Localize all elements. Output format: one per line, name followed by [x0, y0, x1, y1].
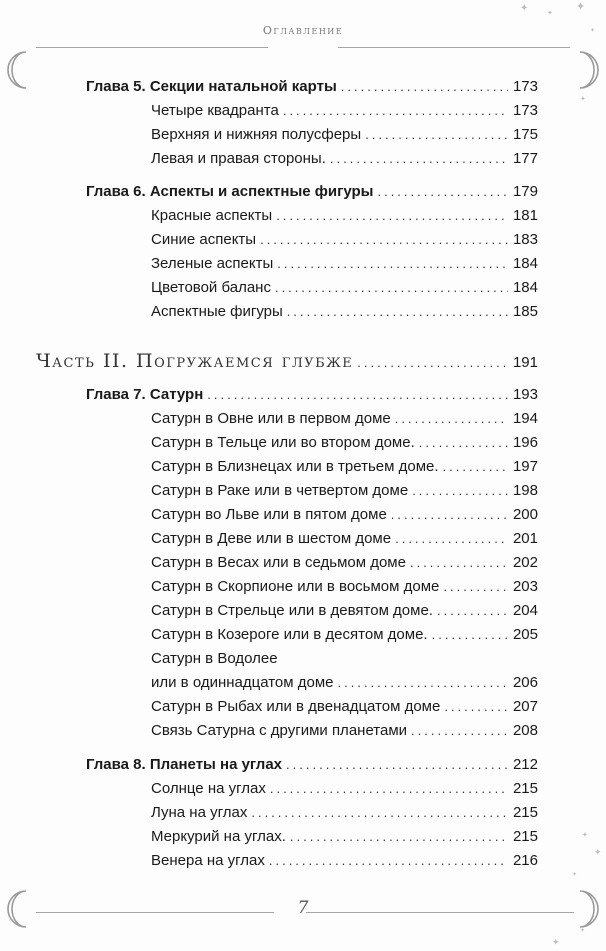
toc-entry[interactable]	[151, 602, 538, 619]
dot-leader	[357, 355, 508, 370]
dot-leader	[270, 781, 508, 796]
toc-entry[interactable]	[151, 207, 538, 224]
toc-chapter-7[interactable]	[86, 386, 538, 403]
toc-page-number: 215	[512, 780, 538, 797]
toc-entry-title: Верхняя и нижняя полусферы	[151, 126, 362, 143]
star-icon: ✦	[552, 937, 560, 947]
star-icon: ✦	[580, 96, 586, 103]
toc-part-title: Часть II. Погружаемся глубже	[36, 350, 354, 372]
toc-entry-title: Цветовой баланс	[151, 279, 271, 296]
header-rule-left	[36, 47, 268, 48]
toc-page-number: 215	[512, 804, 538, 821]
toc-page-number: 207	[512, 698, 538, 715]
toc-entry-title: Сатурн в Козероге или в десятом доме.	[151, 626, 428, 643]
toc-page-number: 194	[512, 410, 538, 427]
toc-entry[interactable]	[151, 698, 538, 715]
dot-leader	[276, 208, 508, 223]
toc-entry[interactable]	[151, 303, 538, 320]
crescent-moon-icon	[566, 50, 602, 90]
dot-leader	[251, 805, 508, 820]
toc-page-number: 215	[512, 828, 538, 845]
toc-entry-title: Меркурий на углах.	[151, 828, 286, 845]
page-number: 7	[297, 898, 309, 918]
toc-page-number: 198	[512, 482, 538, 499]
toc-entry[interactable]	[151, 102, 538, 119]
toc-entry[interactable]	[151, 674, 538, 691]
toc-page-number: 202	[512, 554, 538, 571]
dot-leader	[207, 387, 508, 402]
toc-page-number: 205	[512, 626, 538, 643]
star-icon: ✦	[547, 10, 553, 17]
toc-chapter-title: Глава 7. Сатурн	[86, 386, 204, 403]
toc-entry-title: Сатурн в Стрельце или в девятом доме.	[151, 602, 433, 619]
dot-leader	[419, 435, 508, 450]
toc-page-number: 185	[512, 303, 538, 320]
toc-page-number: 183	[512, 231, 538, 248]
star-icon: ✦	[580, 928, 586, 934]
dot-leader	[443, 459, 508, 474]
toc-entry[interactable]	[151, 150, 538, 167]
toc-entry-title: Синие аспекты	[151, 231, 257, 248]
dot-leader	[365, 127, 508, 142]
toc-entry-title: Аспектные фигуры	[151, 303, 283, 320]
toc-entry[interactable]	[151, 126, 538, 143]
toc-page-number: 196	[512, 434, 538, 451]
toc-entry-title: Сатурн в Раке или в четвертом доме	[151, 482, 409, 499]
dot-leader	[437, 603, 508, 618]
toc-entry-title: Сатурн в Рыбах или в двенадцатом доме	[151, 698, 441, 715]
toc-page-number: 201	[512, 530, 538, 547]
toc-entry[interactable]	[151, 530, 538, 547]
toc-entry[interactable]	[151, 780, 538, 797]
star-icon: ✦	[590, 28, 596, 34]
dot-leader	[260, 232, 508, 247]
dot-leader	[290, 829, 508, 844]
toc-entry-title: Сатурн в Весах или в седьмом доме	[151, 554, 406, 571]
toc-entry-title: Зеленые аспекты	[151, 255, 274, 272]
toc-entry-title: Венера на углах	[151, 852, 265, 869]
toc-page-number: 173	[512, 78, 538, 95]
toc-page-number: 191	[512, 354, 538, 371]
dot-leader	[443, 579, 508, 594]
dot-leader	[395, 531, 508, 546]
toc-page-number: 204	[512, 602, 538, 619]
star-icon: ✦	[594, 847, 602, 857]
dot-leader	[341, 79, 508, 94]
dot-leader	[432, 627, 508, 642]
star-icon: ✦	[582, 832, 588, 839]
toc-page-number: 179	[512, 183, 538, 200]
toc-entry-title: Левая и правая стороны.	[151, 150, 326, 167]
toc-entry-title: или в одиннадцатом доме	[151, 674, 334, 691]
toc-entry[interactable]	[151, 458, 538, 475]
toc-page-number: 175	[512, 126, 538, 143]
toc-page-number: 173	[512, 102, 538, 119]
crescent-moon-icon	[4, 50, 40, 90]
toc-page-number: 193	[512, 386, 538, 403]
running-head: Оглавление	[262, 24, 344, 37]
header-rule-right	[338, 47, 570, 48]
toc-chapter-title: Глава 8. Планеты на углах	[86, 756, 283, 773]
toc-entry[interactable]	[151, 626, 538, 643]
toc-entry[interactable]	[151, 852, 538, 869]
toc-entry-title: Сатурн в Деве или в шестом доме	[151, 530, 392, 547]
dot-leader	[275, 280, 508, 295]
toc-page-number: 216	[512, 852, 538, 869]
toc-entry[interactable]	[151, 410, 538, 427]
toc-entry-title: Солнце на углах	[151, 780, 266, 797]
toc-chapter-8[interactable]	[86, 756, 538, 773]
toc-chapter-5[interactable]	[86, 78, 538, 95]
dot-leader	[444, 699, 508, 714]
toc-entry[interactable]	[151, 279, 538, 296]
toc-page-number: 208	[512, 722, 538, 739]
dot-leader	[410, 555, 508, 570]
toc-page-number: 212	[512, 756, 538, 773]
toc-entry[interactable]	[151, 828, 538, 845]
toc-entry-title: Сатурн в Овне или в первом доме	[151, 410, 391, 427]
dot-leader	[338, 675, 509, 690]
toc-page-number: 181	[512, 207, 538, 224]
star-icon: ✦	[572, 872, 578, 878]
dot-leader	[412, 483, 508, 498]
toc-entry-title: Четыре квадранта	[151, 102, 279, 119]
toc-page-number: 203	[512, 578, 538, 595]
toc-page-number: 206	[512, 674, 538, 691]
toc-entry[interactable]	[151, 231, 538, 248]
toc-chapter-6[interactable]	[86, 183, 538, 200]
dot-leader	[277, 256, 508, 271]
toc-chapter-title: Глава 6. Аспекты и аспектные фигуры	[86, 183, 374, 200]
star-icon: ✦	[520, 3, 529, 14]
toc-entry[interactable]	[151, 804, 538, 821]
toc-part-2[interactable]	[36, 350, 538, 372]
dot-leader	[283, 103, 508, 118]
toc-page-number: 184	[512, 279, 538, 296]
dot-leader	[287, 304, 508, 319]
toc-entry[interactable]	[151, 722, 538, 739]
dot-leader	[395, 411, 508, 426]
toc-entry[interactable]	[151, 255, 538, 272]
toc-entry-title: Сатурн в Тельце или во втором доме.	[151, 434, 415, 451]
toc-entry-title: Красные аспекты	[151, 207, 273, 224]
toc-page-number: 184	[512, 255, 538, 272]
toc-entry-title: Луна на углах	[151, 804, 248, 821]
toc-page-number: 197	[512, 458, 538, 475]
toc-entry-title: Сатурн в Близнецах или в третьем доме.	[151, 458, 439, 475]
dot-leader	[269, 853, 508, 868]
toc-entry-title: Связь Сатурна с другими планетами	[151, 722, 408, 739]
toc-page-number: 177	[512, 150, 538, 167]
toc-entry[interactable]	[151, 506, 538, 523]
toc-entry[interactable]	[151, 434, 538, 451]
dot-leader	[391, 507, 508, 522]
toc-entry[interactable]	[151, 482, 538, 499]
dot-leader	[330, 151, 508, 166]
dot-leader	[377, 184, 508, 199]
toc-entry[interactable]	[151, 554, 538, 571]
toc-entry[interactable]	[151, 578, 538, 595]
dot-leader	[411, 723, 508, 738]
toc-chapter-title: Глава 5. Секции натальной карты	[86, 78, 337, 95]
toc-entry-first-line[interactable]: Сатурн в Водолее	[151, 650, 278, 667]
star-icon: ✦	[576, 1, 586, 13]
toc-page-number: 200	[512, 506, 538, 523]
toc-entry-title: Сатурн в Скорпионе или в восьмом доме	[151, 578, 440, 595]
dot-leader	[286, 757, 508, 772]
toc-entry-title: Сатурн во Льве или в пятом доме	[151, 506, 387, 523]
